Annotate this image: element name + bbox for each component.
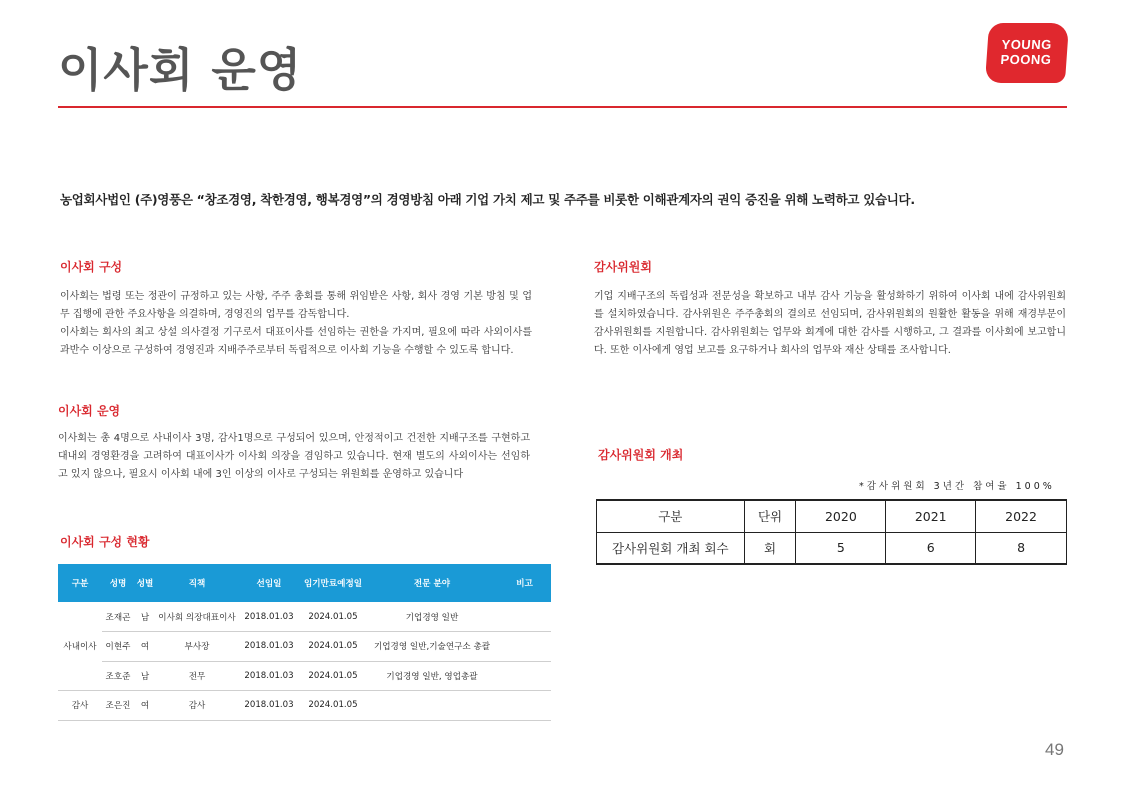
company-logo xyxy=(985,23,1069,83)
cell-appointed: 2018.01.03 xyxy=(238,661,300,691)
page-title: 이사회 운영 xyxy=(58,43,303,97)
cell-position: 전무 xyxy=(156,661,238,691)
cell-gender: 남 xyxy=(134,661,156,691)
cell-position: 감사 xyxy=(156,691,238,721)
cell-note xyxy=(498,602,551,632)
cell-name: 조은진 xyxy=(102,691,134,721)
composition-heading: 이사회 구성 xyxy=(60,260,123,274)
column-header: 전문 분야 xyxy=(366,564,498,602)
table-row xyxy=(58,661,551,691)
meetings-heading: 감사위원회 개최 xyxy=(598,448,684,462)
cell-expires: 2024.01.05 xyxy=(300,602,366,632)
table-row xyxy=(58,602,551,632)
group-cell-inside-director: 사내이사 xyxy=(58,602,102,691)
cell-appointed: 2018.01.03 xyxy=(238,691,300,721)
cell-gender: 남 xyxy=(134,602,156,632)
cell-expires: 2024.01.05 xyxy=(300,661,366,691)
cell-appointed: 2018.01.03 xyxy=(238,602,300,632)
cell-name: 조호준 xyxy=(102,661,134,691)
cell-name: 이현주 xyxy=(102,632,134,662)
logo-line-2: POONG xyxy=(1000,52,1052,67)
composition-paragraph: 이사회는 법령 또는 정관이 규정하고 있는 사항, 주주 총회를 통해 위임받은 사항, 회사 경영 기본 방침 및 업무 집행에 관한 주요사항을 의결하며, 경영진의 업무를 감독합니다. 이사회는 회사의 최고 상설 의사결정 기구로서 대표이사를 선임하는 권한을 가지며, 필요에 따라 사외이사를 과반수 이상으로 구성하여 경영진과 지배주주로부터 독립적으로 이사회 기능을 수행할 수 있도록 합니다. xyxy=(60,291,532,356)
logo-line-1: YOUNG xyxy=(1001,37,1053,52)
table-row xyxy=(597,532,1067,564)
column-header: 임기만료예정일 xyxy=(300,564,366,602)
cell-expires: 2024.01.05 xyxy=(300,632,366,662)
cell-value: 8 xyxy=(976,532,1067,564)
audit-committee-heading: 감사위원회 xyxy=(594,260,652,274)
column-header: 성명 xyxy=(102,564,134,602)
title-divider xyxy=(58,106,1067,108)
table-header-row xyxy=(597,500,1067,532)
cell-note xyxy=(498,661,551,691)
board-status-table xyxy=(58,564,551,721)
cell-position: 부사장 xyxy=(156,632,238,662)
column-header: 구분 xyxy=(58,564,102,602)
cell-value: 5 xyxy=(796,532,886,564)
cell-expires: 2024.01.05 xyxy=(300,691,366,721)
column-header: 구분 xyxy=(597,500,745,532)
cell-note xyxy=(498,691,551,721)
cell-position: 이사회 의장대표이사 xyxy=(156,602,238,632)
table-header-row xyxy=(58,564,551,602)
cell-field: 기업경영 일반 xyxy=(366,602,498,632)
column-header: 2020 xyxy=(796,500,886,532)
board-status-heading: 이사회 구성 현황 xyxy=(60,535,150,549)
cell-field xyxy=(366,691,498,721)
cell-unit: 회 xyxy=(744,532,796,564)
column-header: 직책 xyxy=(156,564,238,602)
operation-paragraph: 이사회는 총 4명으로 사내이사 3명, 감사1명으로 구성되어 있으며, 안정적이고 건전한 지배구조를 구현하고 대내외 경영환경을 고려하여 대표이사가 이사회 의장을 겸임하고 있습니다. 현재 별도의 사외이사는 선임하고 있지 않으나, 필요시 이사회 내에 3인 이상의 이사로 구성되는 위원회를 운영하고 있습니다 xyxy=(58,433,530,480)
column-header: 성별 xyxy=(134,564,156,602)
cell-field: 기업경영 일반, 영업총괄 xyxy=(366,661,498,691)
cell-note xyxy=(498,632,551,662)
group-cell-auditor: 감사 xyxy=(58,691,102,721)
meetings-table xyxy=(596,499,1067,565)
column-header: 2022 xyxy=(976,500,1067,532)
cell-appointed: 2018.01.03 xyxy=(238,632,300,662)
participation-note: *감사위원회 3년간 참여율 100% xyxy=(859,481,1055,492)
operation-heading: 이사회 운영 xyxy=(58,404,121,418)
table-row xyxy=(58,632,551,662)
column-header: 2021 xyxy=(886,500,976,532)
cell-gender: 여 xyxy=(134,691,156,721)
cell-value: 6 xyxy=(886,532,976,564)
cell-field: 기업경영 일반,기술연구소 총괄 xyxy=(366,632,498,662)
page-number: 49 xyxy=(1045,740,1064,759)
column-header: 선임일 xyxy=(238,564,300,602)
table-row xyxy=(58,691,551,721)
audit-committee-paragraph: 기업 지배구조의 독립성과 전문성을 확보하고 내부 감사 기능을 활성화하기 위하여 이사회 내에 감사위원회를 설치하였습니다. 감사위원은 주주총회의 결의로 선임되며, 감사위원회의 원활한 활동을 위해 재경부문이 감사위원회를 지원합니다. 감사위원회는 업무와 회계에 대한 감사를 시행하고, 그 결과를 이사회에 보고합니다. 또한 이사에게 영업 보고를 요구하거나 회사의 업무와 재산 상태를 조사합니다. xyxy=(594,291,1066,356)
cell-label: 감사위원회 개최 회수 xyxy=(597,532,745,564)
intro-statement: 농업회사법인 (주)영풍은 “창조경영, 착한경영, 행복경영”의 경영방침 아래 기업 가치 제고 및 주주를 비롯한 이해관계자의 권익 증진을 위해 노력하고 있습니다. xyxy=(60,192,915,207)
cell-gender: 여 xyxy=(134,632,156,662)
cell-name: 조재곤 xyxy=(102,602,134,632)
column-header: 단위 xyxy=(744,500,796,532)
column-header: 비고 xyxy=(498,564,551,602)
